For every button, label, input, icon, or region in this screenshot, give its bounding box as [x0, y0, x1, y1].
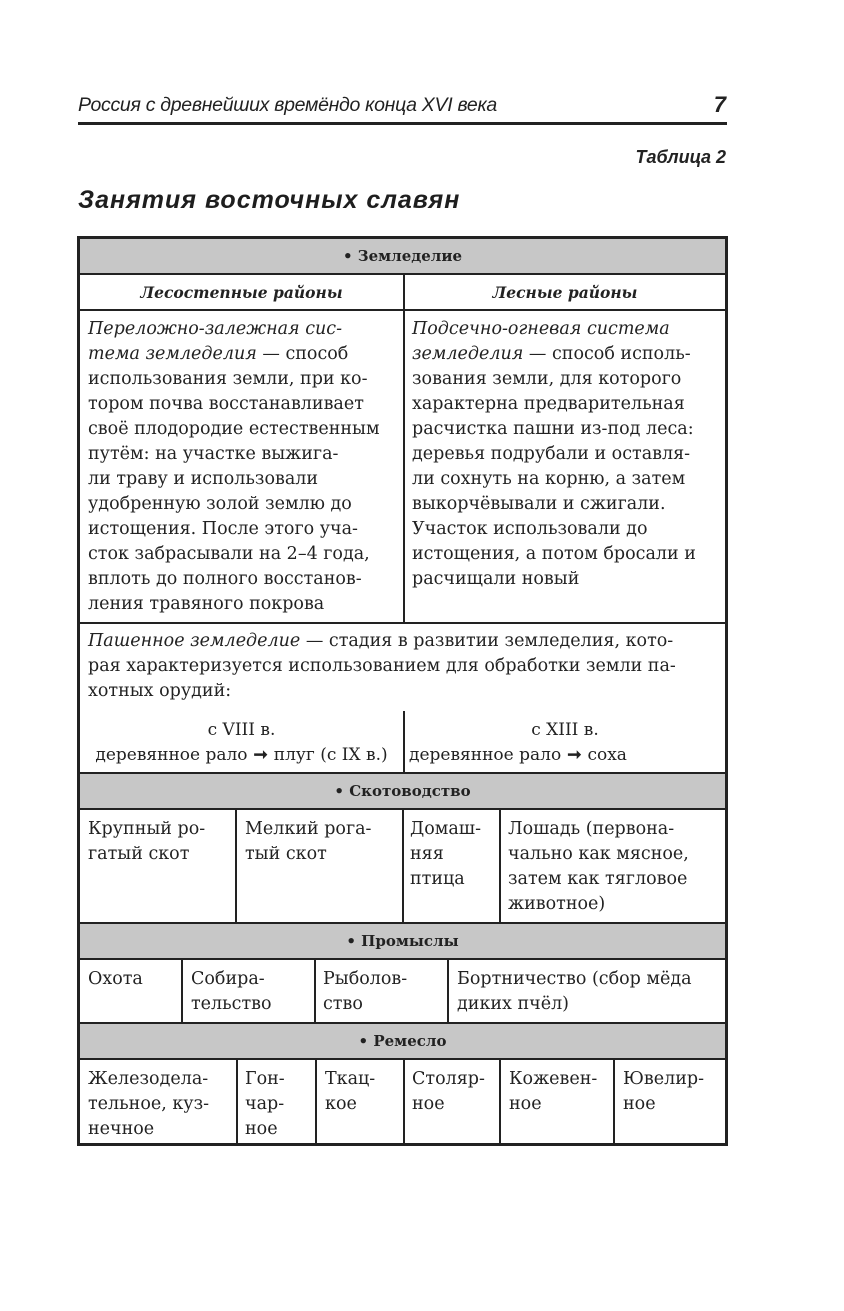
craft-item: Железодела- тельное, куз- нечное: [88, 1069, 210, 1139]
column-divider: [403, 273, 405, 623]
trade-item: Бортничество (сбор мёда диких пчёл): [457, 969, 692, 1014]
page-number: 7: [713, 92, 726, 117]
region-forest-steppe: Лесостепные районы: [140, 283, 343, 302]
term-fallow-system: Переложно-залежная сис-: [88, 319, 342, 339]
column-divider: [403, 1060, 405, 1146]
term-slash-burn-system: Подсечно-огневая система: [412, 319, 670, 339]
column-divider: [181, 960, 183, 1022]
divider: [80, 958, 725, 960]
term-arable-farming: Пашенное земледелие: [88, 631, 301, 651]
trade-item: Рыболов- ство: [323, 969, 408, 1014]
forest-description: Подсечно-огневая система земледелия — способ исполь- зования земли, для которого характерна предварительная расчистка пашни из-под леса: деревья подрубали и оставля- ли сохнуть на корню, а затем выкорчёвывали и сжигали. Участок использовали до истощения, а потом бросали и расчищали новый: [412, 319, 696, 589]
occupations-table: [77, 236, 728, 1146]
tools-left: с VIII в. деревянное рало ➞ плуг (с IX в.): [80, 718, 403, 768]
craft-item: Кожевен- ное: [509, 1069, 598, 1114]
cattle-item: Лошадь (первона- чально как мясное, затем как тягловое животное): [508, 819, 689, 914]
craft-item: Ткац- кое: [325, 1069, 376, 1114]
craft-item: Столяр- ное: [412, 1069, 485, 1114]
column-divider: [402, 810, 404, 922]
column-divider: [613, 1060, 615, 1146]
column-divider: [236, 1060, 238, 1146]
running-title: Россия с древнейших времёндо конца XVI века: [78, 94, 497, 116]
trade-item: Собира- тельство: [191, 969, 272, 1014]
running-head: [78, 92, 726, 122]
forest-steppe-description: Переложно-залежная сис- тема земледелия — способ использования земли, при ко- тором почва восстанавливает своё плодородие естественным путём: на участке выжига- ли траву и использовали удобренную золой землю до истощения. После этого уча- сток забрасывали на 2–4 года, вплоть до полного восстанов- ления травяного покрова: [88, 319, 380, 614]
table-label: Таблица 2: [635, 147, 726, 167]
era-right: с XIII в.: [531, 720, 599, 740]
tools-right: с XIII в. деревянное рало ➞ соха: [405, 718, 725, 768]
section-title-crafts: • Ремесло: [358, 1032, 447, 1050]
section-title-cattle: • Скотоводство: [334, 782, 471, 800]
page-title: Занятия восточных славян: [78, 186, 461, 214]
section-title-agriculture: • Земледелие: [342, 247, 463, 265]
craft-item: Гон- чар- ное: [245, 1069, 285, 1139]
trade-item: Охота: [88, 969, 143, 989]
era-left: с VIII в.: [207, 720, 276, 740]
region-forest: Лесные районы: [492, 283, 638, 302]
craft-item: Ювелир- ное: [623, 1069, 704, 1114]
section-title-trades: • Промыслы: [346, 932, 459, 950]
divider: [80, 622, 725, 624]
cattle-item: Крупный ро- гатый скот: [88, 819, 206, 864]
arable-description: Пашенное земледелие — стадия в развитии земледелия, кото- рая характеризуется использованием для обработки земли па- хотных орудий:: [88, 631, 676, 701]
arrow-icon: ➞: [567, 745, 582, 765]
column-divider: [235, 810, 237, 922]
header-rule: [78, 122, 727, 125]
column-divider: [315, 1060, 317, 1146]
column-divider: [499, 810, 501, 922]
column-divider: [314, 960, 316, 1022]
cattle-item: Мелкий рога- тый скот: [245, 819, 372, 864]
arrow-icon: ➞: [253, 745, 268, 765]
cattle-item: Домаш- няя птица: [410, 819, 481, 889]
column-divider: [447, 960, 449, 1022]
column-divider: [499, 1060, 501, 1146]
